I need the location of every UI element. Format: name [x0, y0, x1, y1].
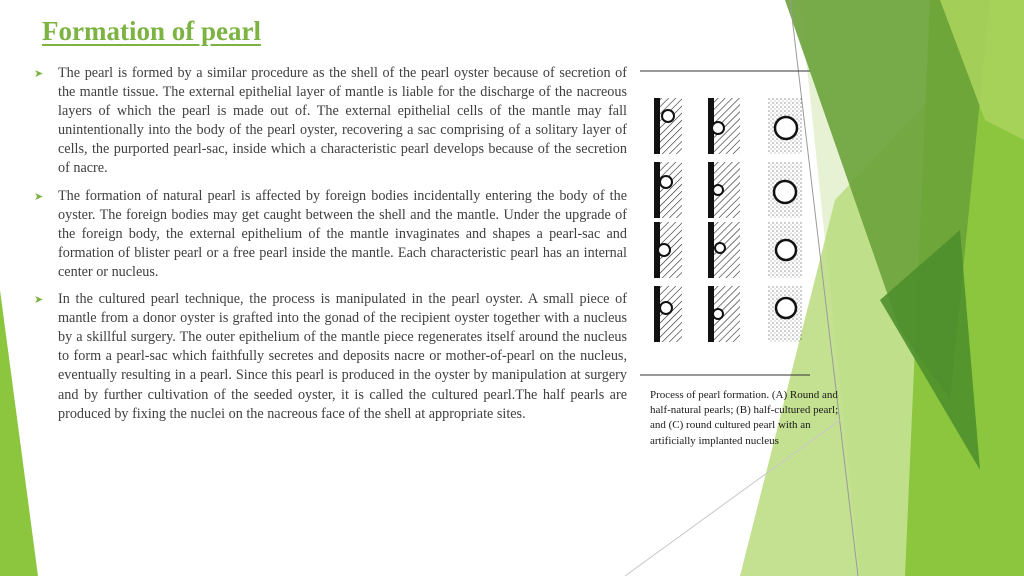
bullet-text: The formation of natural pearl is affected by foreign bodies incidentally entering the body of the oyster. The foreign bodies may get caught between the shell and the mantle. Under the upgrade of the foreign body, the external epithelium of the mantle invaginates and shapes a pearl-sac and formation of blister pearl or a free pearl inside the mantle. Each characteristic pearl has an internal center or nucleus.	[58, 187, 627, 280]
bullet-item	[34, 64, 627, 179]
bullet-list	[34, 64, 627, 432]
figure-caption: Process of pearl formation. (A) Round and half-natural pearls; (B) half-cultured pearl; and (C) round cultured pearl with an artificially implanted nucleus	[650, 389, 839, 447]
figure-row-2	[654, 162, 802, 218]
bullet-item	[34, 290, 627, 424]
figure-row-3	[654, 222, 802, 278]
arrow-bullet-icon: ➤	[34, 67, 44, 80]
pearl-formation-figure	[640, 70, 810, 376]
figure-row-4	[654, 286, 802, 342]
arrow-bullet-icon: ➤	[34, 293, 44, 307]
left-green-triangle	[0, 290, 38, 576]
bullet-item	[34, 187, 627, 282]
figure-row-1	[654, 98, 802, 154]
bullet-text: In the cultured pearl technique, the process is manipulated in the pearl oyster. A small piece of mantle from a donor oyster is grafted into the gonad of the recipient oyster together with a nucleus by a skillful surgery. The outer epithelium of the mantle piece regenerates itself around the nucleus to form a pearl-sac which faithfully secretes and deposits nacre or mother-of-pearl on the nucleus, eventually resulting in a pearl. Since this pearl is produced in the oyster by manipulation at surgery and by further cultivation of the seeded oyster, it is called the cultured pearl.The half pearls are produced by fixing the nuclei on the nacreous face of the shell at appropriate sites.	[58, 291, 627, 422]
slide-title: Formation of pearl	[42, 16, 261, 46]
arrow-bullet-icon: ➤	[34, 189, 44, 203]
bullet-text: The pearl is formed by a similar procedure as the shell of the pearl oyster because of secretion of the mantle tissue. The external epithelial layer of mantle is liable for the discharge of the nacreous layers of which the pearl is made out of. The external epithelial cells of the mantle may fall unintentionally into the body of the pearl oyster, recovering a sac comprising of a solitary layer of cells, the purported pearl-sac, inside which a characteristic pearl develops because of the secretion of nacre.	[58, 65, 627, 177]
